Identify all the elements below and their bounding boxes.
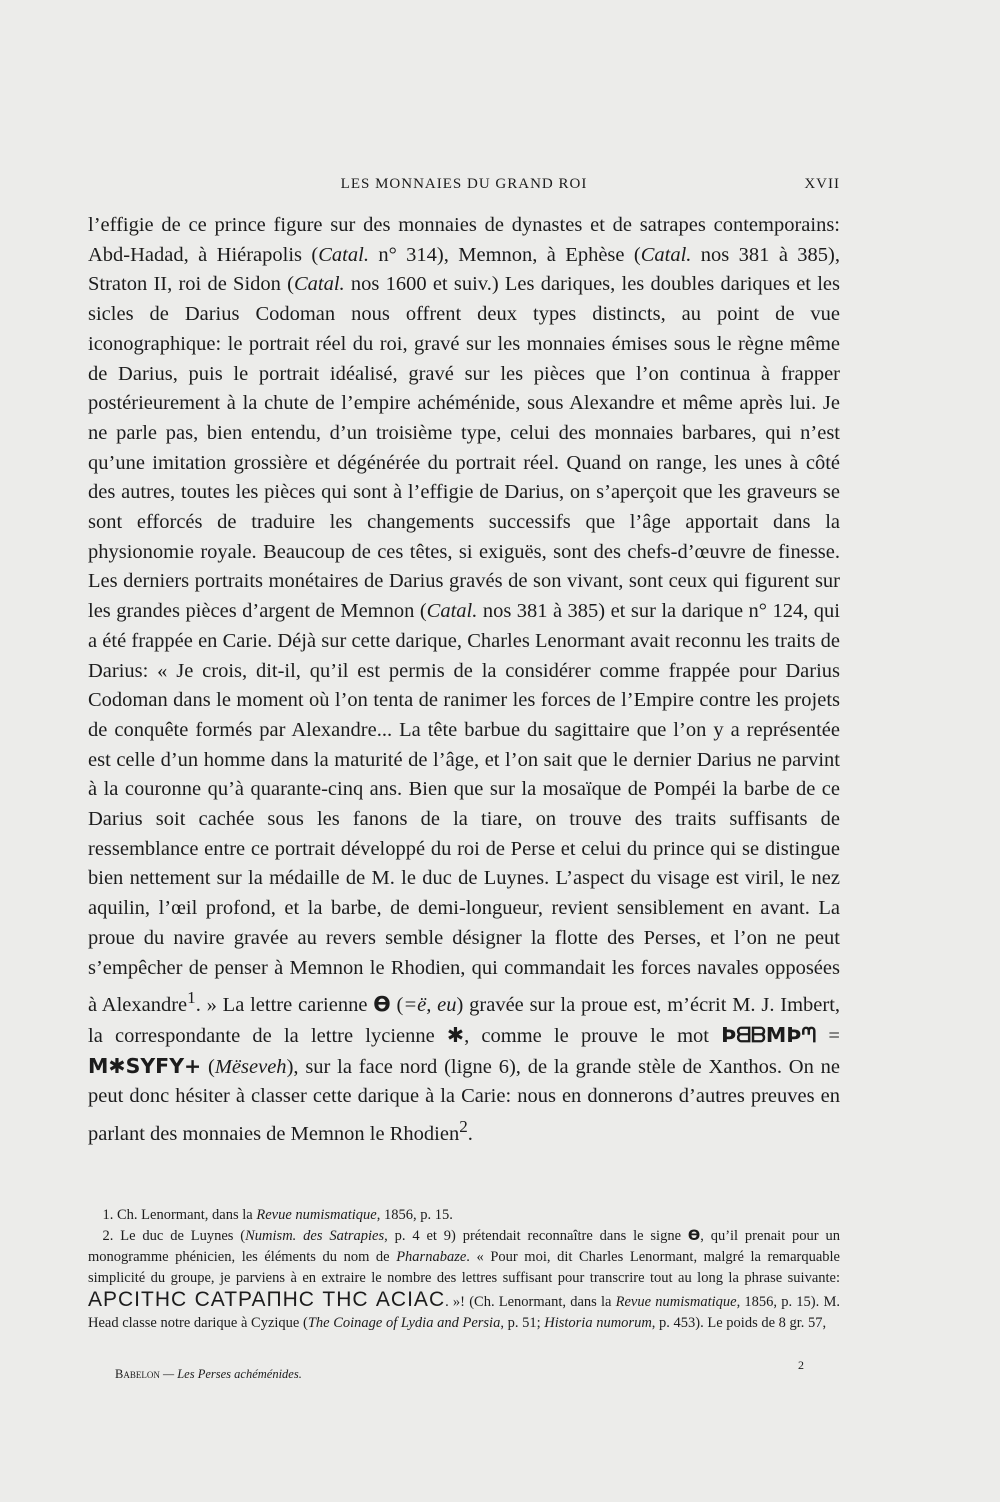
- main-paragraph: [88, 211, 840, 1149]
- footnotes: [88, 1205, 840, 1334]
- text-run: , comme le prouve le mot: [464, 1024, 722, 1047]
- signature-title: Les Perses achéménides.: [177, 1367, 302, 1381]
- catalog-ref: Catal.: [318, 243, 369, 266]
- book-title: Numism. des Satrapies: [245, 1228, 385, 1244]
- page-number: XVII: [804, 176, 840, 192]
- text-run: , 1856, p. 15.: [376, 1207, 453, 1223]
- journal-title: Revue numismatique: [256, 1207, 377, 1223]
- carian-letter-glyph: ϴ: [373, 992, 391, 1017]
- footnote-number: 2.: [102, 1228, 114, 1244]
- footnote-ref: 2: [459, 1116, 468, 1136]
- text-run: . » La lettre carienne: [195, 994, 374, 1017]
- sign-glyph: ϴ: [687, 1228, 701, 1244]
- text-run: ) gravée sur la proue est, m’écrit M. J. Imbert, la correspondante de la lettre lycienne: [88, 994, 841, 1047]
- footnote-number: 1.: [102, 1207, 114, 1223]
- name-italic: Pharnabaze: [396, 1249, 467, 1265]
- transliteration: Mëseveh: [214, 1055, 287, 1078]
- text-run: , qu’il prenait pour un monogramme phénicien, les éléments du nom de: [88, 1228, 840, 1265]
- running-title: LES MONNAIES DU GRAND ROI: [340, 176, 588, 192]
- book-title: The Coinage of Lydia and Persia: [307, 1315, 501, 1331]
- text-run: nos 381 à 385), Straton II, roi de Sidon (: [88, 243, 841, 296]
- text-run: nos 381 à 385) et sur la darique n° 124, qui a été frappée en Carie. Déjà sur cette darique, Charles Lenormant avait reconnu les traits de Darius: « Je crois, dit-il, qu’il est permis de la considérer comme frappée pour Darius Codoman dans le moment où l’on tenta de ranimer les forces de l’Empire contre les projets de conquête formés par Alexandre... La tête barbue du sagittaire que l’on y a représentée est celle d’un homme dans la maturité de l’âge, et l’on sait que le dernier Darius ne parvint à la couronne qu’à quarante-cinq ans. Bien que sur la mosaïque de Pompéi la barbe de ce Darius soit cachée sous les fanons de la tiare, on trouve des traits suffisants de ressemblance entre ce portrait développé du roi de Perse et celui du prince qui se distingue bien nettement sur la médaille de M. le duc de Luynes. L’aspect du visage est viril, le nez aquilin, l’œil profond, et la barbe, de demi-longueur, revient sensiblement en avant. La proue du navire gravée au revers semble désigner la flotte des Perses, et l’on ne peut s’empêcher de penser à Memnon le Rhodien, qui commandait les forces navales opposées à Alexandre: [88, 600, 840, 1017]
- book-title: Historia numorum: [544, 1315, 652, 1331]
- printer-signature: [115, 1367, 302, 1382]
- text-run: , p. 453). Le poids de 8 gr. 57,: [651, 1315, 827, 1331]
- running-header: [88, 176, 840, 196]
- text-run: . »! (Ch. Lenormant, dans la: [445, 1294, 616, 1310]
- text-run: (: [201, 1055, 215, 1078]
- text-run: n° 314), Memnon, à Ephèse (: [368, 243, 641, 266]
- text-run: Le duc de Luynes (: [113, 1228, 246, 1244]
- lycian-letter-glyph: ✱: [446, 1022, 465, 1047]
- journal-title: Revue numismatique: [615, 1294, 737, 1310]
- footnote-1: [88, 1205, 840, 1226]
- text-run: Ch. Lenormant, dans la: [113, 1207, 257, 1223]
- text-run: nos 1600 et suiv.) Les dariques, les doubles dariques et les sicles de Darius Codoman nous offrent deux types distincts, au point de vue iconographique: le portrait réel du roi, gravé sur les monnaies émises sous le règne même de Darius, puis le portrait idéalisé, gravé sur les pièces que l’on continua à frapper postérieurement à la chute de l’empire achéménide, sous Alexandre et même après lui. Je ne parle pas, bien entendu, d’un troisième type, celui des monnaies barbares, qui n’est qu’une imitation grossière et dégénérée du portrait réel. Quand on range, les unes à côté des autres, toutes les pièces qui sont à l’effigie de Darius, on s’aperçoit que les graveurs se sont efforcés de traduire les changements successifs que l’âge apportait dans la physionomie royale. Beaucoup de ces têtes, si exiguës, sont des chefs-d’œuvre de finesse. Les derniers portraits monétaires de Darius gravés de son vivant, sont ceux qui figurent sur les grandes pièces d’argent de Memnon (: [88, 273, 840, 623]
- text-run: .: [467, 1122, 473, 1145]
- footnote-2: [88, 1226, 840, 1334]
- lycian-word-glyph: ϷᗺᗷMϷᘉ: [721, 1022, 817, 1047]
- footnote-ref: 1: [187, 988, 196, 1008]
- signature-separator: —: [159, 1367, 178, 1381]
- text-run: =: [816, 1024, 840, 1047]
- text-run: , p. 4 et 9) prétendait reconnaître dans le signe: [384, 1228, 688, 1244]
- transliteration: =ë, eu: [403, 994, 457, 1017]
- text-run: , 1856, p. 15). M. Head classe notre darique à Cyzique (: [88, 1294, 840, 1331]
- text-run: l’effigie de ce prince figure sur des monnaies de dynastes et de satrapes contemporains: Abd-Hadad, à Hiérapolis (: [88, 214, 840, 266]
- signature-mark: 2: [798, 1358, 804, 1372]
- text-run: . « Pour moi, dit Charles Lenormant, malgré la remarquable simplicité du groupe, je parviens à en extraire le nombre des lettres suffisant pour transcrire tout au long la phrase suivante:: [88, 1249, 840, 1286]
- greek-inscription: ΑΡCΙΤΗC CΑΤΡΑΠΗC ΤΗC ΑCΙΑC: [88, 1288, 446, 1311]
- text-run: , p. 51;: [500, 1315, 545, 1331]
- text-run: ), sur la face nord (ligne 6), de la grande stèle de Xanthos. On ne peut donc hésiter à classer cette darique à la Carie: nous en donnerons d’autres preuves en parlant des monnaies de Memnon le Rhodien: [88, 1055, 840, 1145]
- lycian-word-glyph: M✱SΥFΥ+: [88, 1053, 202, 1078]
- catalog-ref: Catal.: [640, 243, 692, 266]
- catalog-ref: Catal.: [293, 273, 345, 296]
- signature-author: Babelon: [115, 1367, 160, 1381]
- text-run: (: [390, 994, 404, 1017]
- catalog-ref: Catal.: [426, 600, 478, 623]
